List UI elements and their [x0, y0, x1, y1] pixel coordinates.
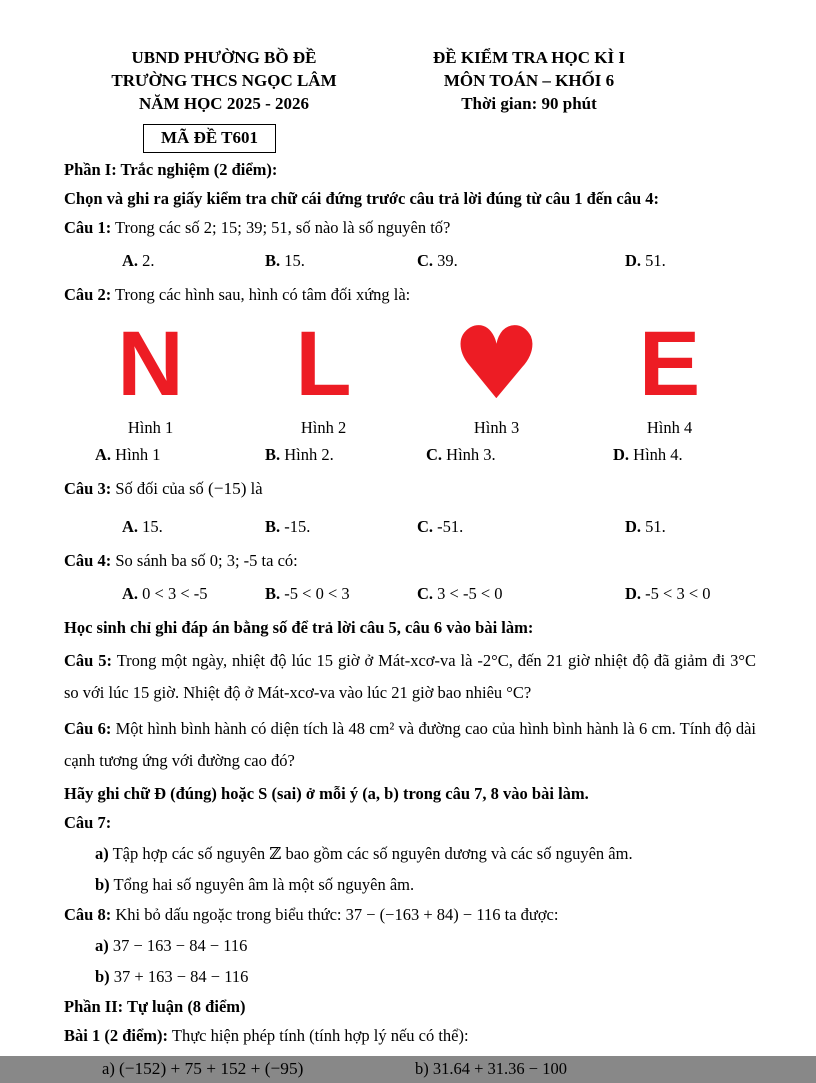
question-7-item-b [64, 871, 756, 898]
option-b [265, 514, 417, 539]
option-letter: A. [95, 445, 112, 464]
question-3 [64, 476, 756, 502]
option-c [417, 248, 625, 273]
item-letter: b) [415, 1059, 429, 1078]
option-letter: C. [417, 584, 434, 603]
part2-title: Phần II: Tự luận (8 điểm) [64, 997, 246, 1016]
option-text: -5 < 0 < 3 [284, 584, 350, 603]
question-2-text: Trong các hình sau, hình có tâm đối xứng là: [115, 285, 411, 304]
option-text: Hình 1 [115, 445, 161, 464]
option-text: 39. [437, 251, 458, 270]
option-a [122, 514, 265, 539]
part1-instruction: Chọn và ghi ra giấy kiểm tra chữ cái đứng trước câu trả lời đúng từ câu 1 đến câu 4: [64, 189, 660, 208]
option-text: 15. [284, 251, 305, 270]
option-a [95, 442, 265, 467]
option-text: 2. [142, 251, 155, 270]
figure-2-caption: Hình 2 [300, 418, 347, 437]
question-3-options [64, 514, 756, 539]
option-d [625, 581, 756, 606]
question-2-options [64, 442, 756, 467]
option-d [625, 514, 756, 539]
option-b [265, 581, 417, 606]
heart-shape: ♥ [451, 305, 542, 422]
question-8-item-b [64, 963, 756, 990]
item-text: Tổng hai số nguyên âm là một số nguyên âm. [113, 875, 415, 894]
option-text: 3 < -5 < 0 [437, 584, 503, 603]
option-letter: C. [426, 445, 443, 464]
org-line-2: TRƯỜNG THCS NGỌC LÂM [111, 71, 337, 90]
item-expression: 31.64 + 31.36 − 100 [432, 1059, 567, 1078]
option-letter: D. [625, 584, 642, 603]
answer-note-q5-q6: Học sinh chỉ ghi đáp án bằng số để trả lời câu 5, câu 6 vào bài làm: [64, 618, 534, 637]
option-b [265, 248, 417, 273]
option-letter: A. [122, 251, 139, 270]
option-letter: D. [625, 251, 642, 270]
option-c [426, 442, 613, 467]
option-text: -51. [437, 517, 464, 536]
exercise-1-item-b [415, 1055, 756, 1083]
option-letter: A. [122, 584, 139, 603]
question-1-options [64, 248, 756, 273]
option-a [122, 581, 265, 606]
item-letter: b) [95, 875, 110, 894]
item-expression: 37 + 163 − 84 − 116 [113, 967, 249, 986]
option-letter: A. [122, 517, 139, 536]
question-4-label: Câu 4: [64, 551, 112, 570]
option-c [417, 581, 625, 606]
question-8-text-after: ta được: [504, 905, 559, 924]
letter-e-shape: E [638, 313, 701, 415]
question-8 [64, 902, 756, 928]
figure-1 [64, 313, 237, 438]
option-letter: C. [417, 251, 434, 270]
option-a [122, 248, 265, 273]
option-text: Hình 2. [284, 445, 334, 464]
figure-4-caption: Hình 4 [646, 418, 693, 437]
option-letter: D. [613, 445, 630, 464]
header-exam-block [386, 46, 672, 115]
answer-note-q7-q8: Hãy ghi chữ Đ (đúng) hoặc S (sai) ở mỗi ý (a, b) trong câu 7, 8 vào bài làm. [64, 784, 589, 803]
option-letter: B. [265, 517, 281, 536]
question-3-expression: (−15) [207, 479, 247, 498]
option-text: 0 < 3 < -5 [142, 584, 208, 603]
question-7-item-a [64, 840, 756, 867]
header-organization-block [64, 46, 384, 115]
question-6-text: Một hình bình hành có diện tích là 48 cm² và đường cao của hình bình hành là 6 cm. Tính độ dài cạnh tương ứng với đường cao đó? [64, 719, 756, 770]
item-expression: 37 − 163 − 84 − 116 [112, 936, 248, 955]
question-1-label: Câu 1: [64, 218, 112, 237]
question-8-text-before: Khi bỏ dấu ngoặc trong biểu thức: [115, 905, 342, 924]
option-letter: D. [625, 517, 642, 536]
question-2 [64, 282, 756, 308]
option-text: -15. [284, 517, 311, 536]
figure-3-caption: Hình 3 [473, 418, 520, 437]
item-letter: a) [95, 844, 109, 863]
option-letter: C. [417, 517, 434, 536]
option-text: 51. [645, 517, 666, 536]
option-letter: B. [265, 251, 281, 270]
item-letter: b) [95, 967, 110, 986]
letter-n-shape: N [117, 313, 184, 415]
question-5-text: Trong một ngày, nhiệt độ lúc 15 giờ ở Mát-xcơ-va là -2°C, đến 21 giờ nhiệt độ đã giảm đi 3°C so với lúc 15 giờ. Nhiệt độ ở Mát-xcơ-va vào lúc 21 giờ bao nhiêu °C? [64, 651, 756, 702]
figure-4 [583, 313, 756, 438]
exam-duration-line: Thời gian: 90 phút [461, 94, 597, 113]
exam-title-line: ĐỀ KIỂM TRA HỌC KÌ I [433, 48, 625, 67]
figure-1-caption: Hình 1 [127, 418, 174, 437]
question-1-text: Trong các số 2; 15; 39; 51, số nào là số nguyên tố? [115, 218, 451, 237]
question-1 [64, 215, 756, 241]
question-7-label: Câu 7: [64, 813, 112, 832]
question-5 [64, 645, 756, 709]
exam-code-row [143, 124, 756, 153]
exam-subject-line: MÔN TOÁN – KHỐI 6 [443, 71, 615, 90]
question-4 [64, 548, 756, 574]
question-8-expression: 37 − (−163 + 84) − 116 [345, 905, 501, 924]
option-b [265, 442, 426, 467]
letter-l-shape: L [295, 313, 352, 415]
exercise-1-item-a [102, 1055, 415, 1083]
option-text: Hình 4. [633, 445, 683, 464]
question-6-label: Câu 6: [64, 719, 112, 738]
document-header [64, 46, 756, 115]
question-8-item-a [64, 932, 756, 959]
exam-code-box: MÃ ĐỀ T601 [143, 124, 276, 153]
question-3-text-after: là [250, 479, 263, 498]
question-8-label: Câu 8: [64, 905, 112, 924]
question-4-options [64, 581, 756, 606]
org-line-1: UBND PHƯỜNG BỒ ĐỀ [131, 48, 317, 67]
option-text: Hình 3. [446, 445, 496, 464]
exercise-1-items [64, 1055, 756, 1083]
item-expression: (−152) + 75 + 152 + (−95) [118, 1059, 304, 1078]
option-d [613, 442, 756, 467]
exercise-1-label: Bài 1 (2 điểm): [64, 1026, 169, 1045]
option-text: 15. [142, 517, 163, 536]
option-c [417, 514, 625, 539]
question-2-figures [64, 305, 756, 438]
question-2-label: Câu 2: [64, 285, 112, 304]
item-text: Tập hợp các số nguyên ℤ bao gồm các số nguyên dương và các số nguyên âm. [112, 844, 633, 863]
option-letter: B. [265, 445, 281, 464]
exercise-1-text: Thực hiện phép tính (tính hợp lý nếu có thể): [171, 1026, 469, 1045]
figure-3 [410, 305, 583, 438]
figure-2 [237, 313, 410, 438]
option-letter: B. [265, 584, 281, 603]
option-text: -5 < 3 < 0 [645, 584, 711, 603]
item-letter: a) [102, 1059, 115, 1078]
exercise-1 [64, 1023, 756, 1049]
question-4-text: So sánh ba số 0; 3; -5 ta có: [115, 551, 298, 570]
question-3-text-before: Số đối của số [115, 479, 204, 498]
option-d [625, 248, 756, 273]
part1-title: Phần I: Trắc nghiệm (2 điểm): [64, 160, 278, 179]
option-text: 51. [645, 251, 666, 270]
question-3-label: Câu 3: [64, 479, 112, 498]
org-line-3: NĂM HỌC 2025 - 2026 [139, 94, 309, 113]
question-6 [64, 713, 756, 777]
item-letter: a) [95, 936, 109, 955]
question-5-label: Câu 5: [64, 651, 113, 670]
